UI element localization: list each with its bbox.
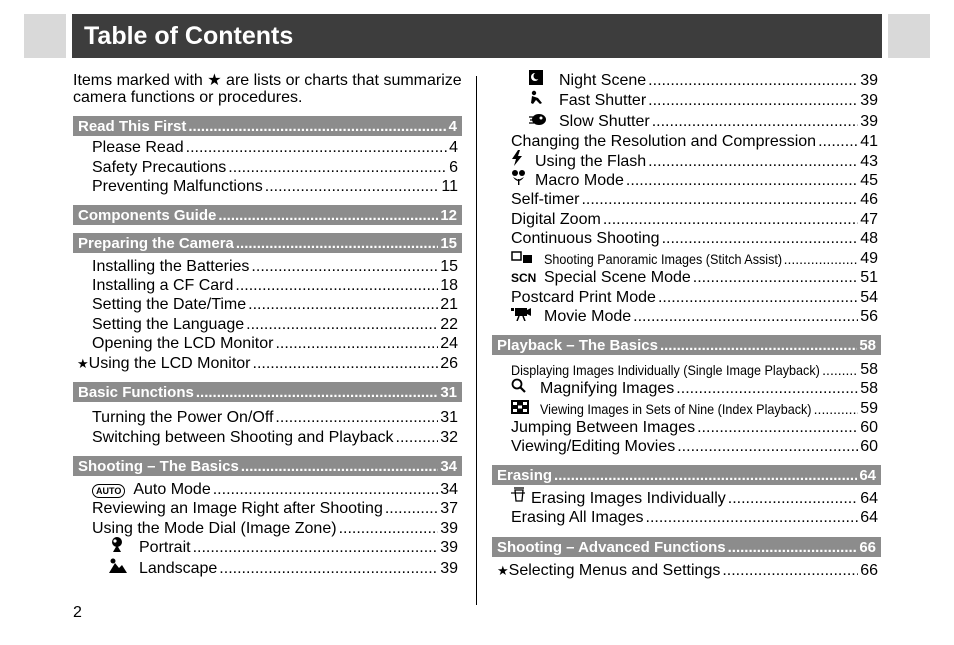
landscape-icon [109, 557, 139, 579]
entry-page: 48 [860, 230, 878, 247]
entry-page: 22 [440, 316, 458, 333]
toc-entry[interactable] [511, 229, 878, 249]
star-glyph: ★ [77, 356, 89, 371]
section-read-this-first[interactable] [73, 116, 462, 136]
scn-glyph: SCN [511, 271, 537, 285]
entry-page: 39 [860, 113, 878, 130]
leader-dots [697, 418, 858, 438]
entry-page: 39 [440, 520, 458, 537]
toc-entry[interactable] [511, 437, 878, 457]
entry-page: 47 [860, 211, 878, 228]
toc-entry[interactable] [92, 257, 458, 277]
toc-entry[interactable] [511, 489, 878, 509]
leader-dots [652, 112, 858, 132]
leader-dots [648, 71, 858, 91]
section-page: 4 [448, 117, 457, 135]
entry-label: Macro Mode [535, 172, 624, 189]
night-scene-icon [529, 70, 559, 91]
leader-dots [677, 437, 858, 457]
entry-page: 6 [449, 159, 458, 176]
section-label: Playback – The Basics [497, 336, 658, 354]
toc-entry[interactable] [92, 158, 458, 178]
toc-entry[interactable] [92, 480, 458, 500]
section-page: 64 [859, 466, 876, 484]
entry-label: Setting the Date/Time [92, 296, 247, 313]
entry-label: Erasing Images Individually [531, 490, 726, 507]
toc-entry[interactable] [92, 315, 458, 335]
section-page: 34 [440, 457, 457, 475]
entry-label: Auto Mode [133, 481, 211, 498]
leader-dots [818, 132, 858, 152]
toc-entry[interactable] [92, 499, 458, 519]
entry-label: Portrait [139, 539, 191, 556]
entry-page: 18 [440, 277, 458, 294]
section-shooting-advanced-functions[interactable] [492, 537, 881, 557]
leader-dots [722, 561, 858, 581]
column-divider [476, 76, 477, 605]
entry-label: Shooting Panoramic Images (Stitch Assist) [544, 251, 783, 267]
leader-dots [193, 538, 439, 558]
leader-dots [646, 508, 859, 528]
leader-dots [218, 207, 438, 224]
section-label: Basic Functions [78, 383, 194, 401]
leader-dots [693, 268, 858, 288]
toc-entry[interactable] [511, 399, 878, 419]
entry-label: Reviewing an Image Right after Shooting [92, 500, 383, 517]
entry-label: Installing the Batteries [92, 258, 250, 275]
toc-entry[interactable] [92, 177, 458, 197]
leader-dots [662, 229, 859, 249]
toc-entry[interactable] [77, 354, 458, 374]
page-number: 2 [73, 604, 82, 621]
toc-entry[interactable] [529, 91, 878, 111]
toc-entry[interactable] [511, 307, 878, 327]
entry-label: Movie Mode [544, 308, 632, 325]
entry-page: 39 [860, 92, 878, 109]
toc-entry[interactable] [92, 334, 458, 354]
entry-page: 43 [860, 153, 878, 170]
section-page: 66 [859, 538, 876, 556]
auto-glyph: AUTO [92, 484, 125, 498]
intro-text: Items marked with ★ are lists or charts that summarize camera functions or procedures. [73, 72, 462, 106]
leader-dots [246, 315, 438, 335]
toc-entry[interactable] [511, 379, 878, 399]
leader-dots [676, 379, 858, 399]
stitch-assist-icon [511, 249, 544, 269]
leader-dots [248, 295, 438, 315]
section-label: Erasing [497, 466, 553, 484]
toc-entry[interactable] [92, 519, 458, 539]
leader-dots [253, 354, 439, 374]
entry-label: Self-timer [511, 191, 580, 208]
entry-label: Turning the Power On/Off [92, 409, 274, 426]
entry-page: 45 [860, 172, 878, 189]
section-page: 58 [859, 336, 876, 354]
leader-dots [188, 118, 446, 135]
toc-entry[interactable] [511, 249, 878, 269]
toc-entry[interactable] [92, 276, 458, 296]
scn-icon [511, 268, 544, 288]
entry-page: 41 [860, 133, 878, 150]
entry-page: 51 [860, 269, 878, 286]
entry-page: 60 [860, 419, 878, 436]
leader-dots [219, 559, 438, 579]
section-label: Preparing the Camera [78, 234, 234, 252]
toc-entry[interactable] [511, 190, 878, 210]
leader-dots [228, 158, 447, 178]
leader-dots [660, 337, 857, 354]
entry-page: 21 [440, 296, 458, 313]
section-label: Read This First [78, 117, 187, 135]
toc-entry[interactable] [529, 71, 878, 91]
leader-dots [728, 489, 858, 509]
leader-dots [196, 384, 438, 401]
entry-page: 39 [860, 72, 878, 89]
entry-label: Changing the Resolution and Compression [511, 133, 817, 150]
entry-label: Magnifying Images [540, 380, 675, 397]
leader-dots [603, 210, 858, 230]
entry-label: Postcard Print Mode [511, 289, 656, 306]
entry-label: Using the Flash [535, 153, 647, 170]
entry-page: 64 [860, 490, 878, 507]
leader-dots [339, 519, 439, 539]
leader-dots [633, 307, 858, 327]
entry-page: 58 [860, 380, 878, 397]
entry-page: 32 [440, 429, 458, 446]
left-tab-marker [24, 14, 66, 58]
entry-page: 60 [860, 438, 878, 455]
entry-page: 39 [440, 539, 458, 556]
auto-mode-icon [92, 480, 125, 500]
entry-label: Preventing Malfunctions [92, 178, 263, 195]
toc-entry[interactable] [511, 132, 878, 152]
section-label: Shooting – The Basics [78, 457, 239, 475]
section-basic-functions[interactable] [73, 382, 462, 402]
toc-entry[interactable] [529, 112, 878, 132]
toc-entry[interactable] [511, 210, 878, 230]
entry-label: Setting the Language [92, 316, 245, 333]
leader-dots [822, 360, 858, 380]
section-playback-the-basics[interactable] [492, 335, 881, 355]
toc-entry[interactable] [92, 138, 458, 158]
section-preparing-the-camera[interactable] [73, 233, 462, 253]
leader-dots [581, 190, 858, 210]
entry-page: 59 [860, 400, 878, 417]
entry-page: 37 [440, 500, 458, 517]
leader-dots [396, 428, 439, 448]
entry-page: 4 [449, 139, 458, 156]
entry-label: Night Scene [559, 72, 647, 89]
leader-dots [784, 249, 859, 269]
entry-label: Please Read [92, 139, 184, 156]
leader-dots [385, 499, 438, 519]
toc-entry[interactable] [511, 268, 878, 288]
leader-dots [658, 288, 858, 308]
slow-shutter-icon [529, 112, 559, 132]
leader-dots [186, 138, 447, 158]
leader-dots [626, 171, 858, 191]
leader-dots [275, 334, 438, 354]
entry-label: Landscape [139, 560, 218, 577]
entry-page: 58 [860, 361, 878, 378]
entry-label: Viewing/Editing Movies [511, 438, 676, 455]
toc-entry[interactable] [511, 508, 878, 528]
leader-dots [251, 257, 438, 277]
section-page: 15 [440, 234, 457, 252]
entry-page: 24 [440, 335, 458, 352]
entry-label: Using the Mode Dial (Image Zone) [92, 520, 337, 537]
fast-shutter-icon [529, 90, 559, 111]
entry-label: Safety Precautions [92, 159, 227, 176]
leader-dots [275, 408, 438, 428]
star-icon [497, 561, 509, 581]
leader-dots [648, 91, 858, 111]
movie-icon [511, 306, 544, 327]
toc-entry[interactable] [511, 360, 878, 380]
section-components-guide[interactable] [73, 205, 462, 225]
toc-entry[interactable] [92, 295, 458, 315]
toc-entry[interactable] [109, 538, 458, 558]
entry-page: 34 [440, 481, 458, 498]
leader-dots [241, 458, 438, 475]
entry-label: Special Scene Mode [544, 269, 691, 286]
section-erasing[interactable] [492, 465, 881, 485]
macro-icon [511, 169, 535, 191]
toc-entry[interactable] [511, 418, 878, 438]
toc-entry[interactable] [92, 428, 458, 448]
leader-dots [648, 152, 858, 172]
entry-page: 56 [860, 308, 878, 325]
toc-entry[interactable] [92, 408, 458, 428]
erase-icon [511, 487, 531, 509]
entry-label: Continuous Shooting [511, 230, 660, 247]
entry-page: 26 [440, 355, 458, 372]
toc-entry[interactable] [497, 561, 878, 581]
toc-entry[interactable] [109, 559, 458, 579]
entry-page: 54 [860, 289, 878, 306]
entry-label: Using the LCD Monitor [88, 355, 251, 372]
star-icon [77, 354, 89, 374]
entry-label: Selecting Menus and Settings [508, 562, 721, 579]
entry-label: Slow Shutter [559, 113, 650, 130]
entry-page: 15 [440, 258, 458, 275]
portrait-icon [109, 536, 139, 558]
entry-label: Fast Shutter [559, 92, 647, 109]
entry-page: 46 [860, 191, 878, 208]
entry-page: 11 [441, 178, 458, 195]
entry-label: Opening the LCD Monitor [92, 335, 274, 352]
entry-label: Installing a CF Card [92, 277, 234, 294]
star-glyph: ★ [497, 563, 509, 578]
leader-dots [728, 539, 858, 556]
leader-dots [554, 467, 857, 484]
entry-label: Switching between Shooting and Playback [92, 429, 394, 446]
leader-dots [235, 276, 438, 296]
entry-label: Erasing All Images [511, 509, 644, 526]
entry-page: 64 [860, 509, 878, 526]
entry-label: Displaying Images Individually (Single Image Playback) [511, 362, 820, 378]
section-shooting-the-basics[interactable] [73, 456, 462, 476]
section-label: Components Guide [78, 206, 217, 224]
entry-page: 49 [860, 250, 878, 267]
index-playback-icon [511, 399, 540, 419]
entry-label: Digital Zoom [511, 211, 601, 228]
toc-entry[interactable] [511, 171, 878, 191]
right-tab-marker [888, 14, 930, 58]
entry-page: 66 [860, 562, 878, 579]
toc-entry[interactable] [511, 152, 878, 172]
entry-label: Viewing Images in Sets of Nine (Index Playback) [540, 401, 812, 417]
leader-dots [814, 399, 859, 419]
entry-page: 31 [440, 409, 458, 426]
entry-page: 39 [440, 560, 458, 577]
section-page: 31 [440, 383, 457, 401]
magnify-icon [511, 378, 540, 399]
leader-dots [213, 480, 438, 500]
entry-label: Jumping Between Images [511, 419, 696, 436]
section-label: Shooting – Advanced Functions [497, 538, 726, 556]
page-title: Table of Contents [84, 22, 294, 50]
leader-dots [236, 235, 438, 252]
leader-dots [265, 177, 440, 197]
section-page: 12 [440, 206, 457, 224]
toc-entry[interactable] [511, 288, 878, 308]
title-bar [72, 14, 882, 58]
